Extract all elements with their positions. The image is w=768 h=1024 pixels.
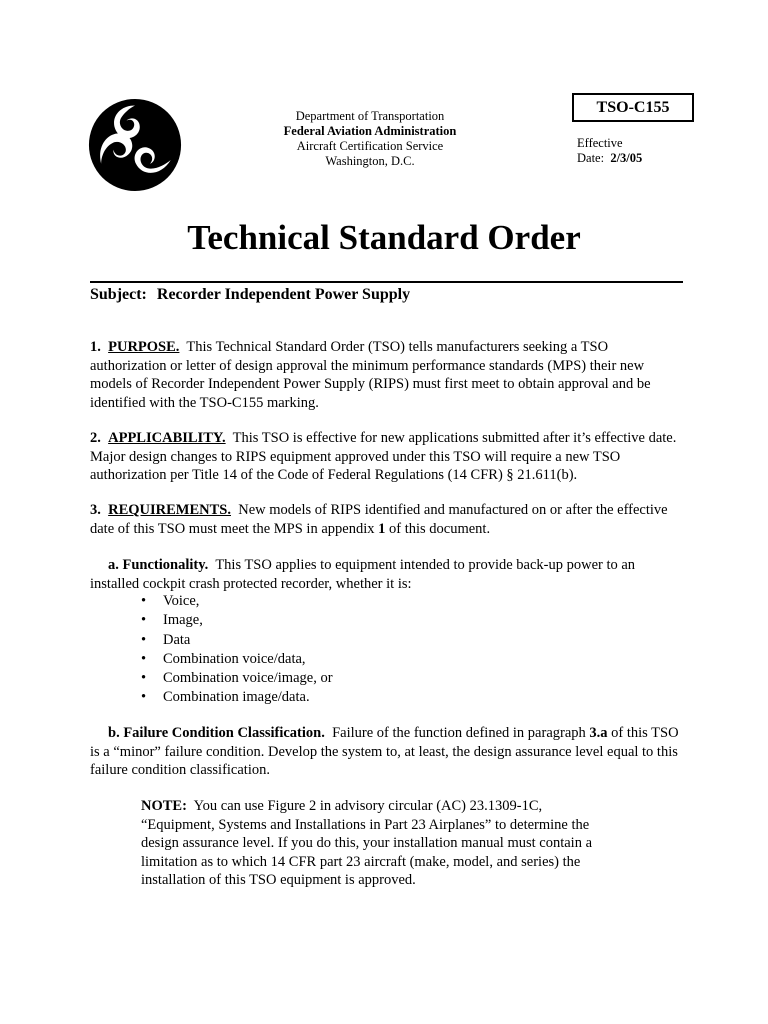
effective-date-block <box>577 136 642 166</box>
requirements-text-end: of this document. <box>388 520 491 537</box>
effective-label: Effective <box>577 136 623 150</box>
bullet-icon: • <box>141 670 147 687</box>
section-applicability <box>90 429 680 485</box>
list-item-text: Image, <box>163 612 203 629</box>
appendix-ref: 1 <box>378 520 386 537</box>
list-item-text: Combination voice/data, <box>163 650 306 667</box>
purpose-heading: PURPOSE. <box>108 339 180 355</box>
subject-label: Subject: <box>90 286 147 303</box>
purpose-number: 1. <box>90 339 101 355</box>
department-name: Department of Transportation <box>295 109 445 123</box>
functionality-heading: a. Functionality. <box>108 557 209 573</box>
requirements-heading: REQUIREMENTS. <box>108 502 231 518</box>
failure-text-end: of this TSO is a “minor” failure condition. Develop the system to, at least, the design assurance level equal to this failure condition classification. <box>90 725 679 778</box>
list-item <box>90 611 333 630</box>
list-item-text: Data <box>163 631 191 648</box>
subsection-failure-classification <box>90 724 680 780</box>
note-block <box>141 797 601 890</box>
dot-logo <box>88 96 182 194</box>
subject-line <box>90 285 410 305</box>
functionality-text: This TSO applies to equipment intended to provide back-up power to an installed cockpit crash protected recorder, whether it is: <box>90 557 636 592</box>
list-item <box>90 688 333 707</box>
document-title: Technical Standard Order <box>187 218 581 257</box>
equipment-type-list <box>90 592 333 708</box>
list-item-text: Combination voice/image, or <box>163 670 333 687</box>
bullet-icon: • <box>141 689 147 706</box>
requirements-number: 3. <box>90 502 101 518</box>
note-text: You can use Figure 2 in advisory circular (AC) 23.1309-1C, “Equipment, Systems and Installations in Part 23 Airplanes” to determine the design assurance level. If you do this, your installation manual must contain a limitation as to which 14 CFR part 23 aircraft (make, model, and series) the installation of this TSO equipment is approved. <box>141 798 593 888</box>
failure-text: Failure of the function defined in paragraph <box>332 725 586 741</box>
bullet-icon: • <box>141 650 147 667</box>
tso-number-box: TSO-C155 <box>572 93 694 122</box>
bullet-icon: • <box>141 612 147 629</box>
effective-date: 2/3/05 <box>610 151 643 165</box>
bullet-icon: • <box>141 631 147 648</box>
service-name: Aircraft Certification Service <box>296 139 444 153</box>
list-item <box>90 631 333 650</box>
requirements-text: New models of RIPS identified and manufactured on or after the effective date of this TSO must meet the MPS in appendix <box>90 502 668 537</box>
list-item <box>90 669 333 688</box>
paragraph-ref: 3.a <box>589 725 608 741</box>
list-item-text: Combination image/data. <box>163 689 310 706</box>
date-label: Date: <box>577 151 605 165</box>
administration-name: Federal Aviation Administration <box>283 124 457 138</box>
failure-heading: b. Failure Condition Classification. <box>108 725 325 741</box>
list-item-text: Voice, <box>163 593 200 609</box>
applicability-number: 2. <box>90 430 101 446</box>
list-item <box>90 650 333 669</box>
effective-date-line <box>577 151 642 166</box>
bullet-icon: • <box>141 593 147 609</box>
note-label: NOTE: <box>141 798 187 814</box>
agency-location: Washington, D.C. <box>325 154 415 168</box>
subject-text: Recorder Independent Power Supply <box>156 286 411 303</box>
purpose-text: This Technical Standard Order (TSO) tells manufacturers seeking a TSO authorization or letter of design approval the minimum performance standards (MPS) their new models of Recorder Independent Power Supply (RIPS) must first meet to obtain approval and be identified with the TSO-C155 marking. <box>90 339 651 411</box>
section-purpose <box>90 338 680 412</box>
subsection-functionality <box>90 556 680 593</box>
title-divider <box>90 281 683 283</box>
agency-header <box>265 109 475 169</box>
section-requirements <box>90 501 680 538</box>
applicability-heading: APPLICABILITY. <box>108 430 226 446</box>
applicability-text: This TSO is effective for new applications submitted after it’s effective date. Major design changes to RIPS equipment approved under this TSO will require a new TSO authorization per Title 14 of the Code of Federal Regulations (14 CFR) § 21.611(b). <box>90 430 677 483</box>
list-item <box>90 592 333 611</box>
